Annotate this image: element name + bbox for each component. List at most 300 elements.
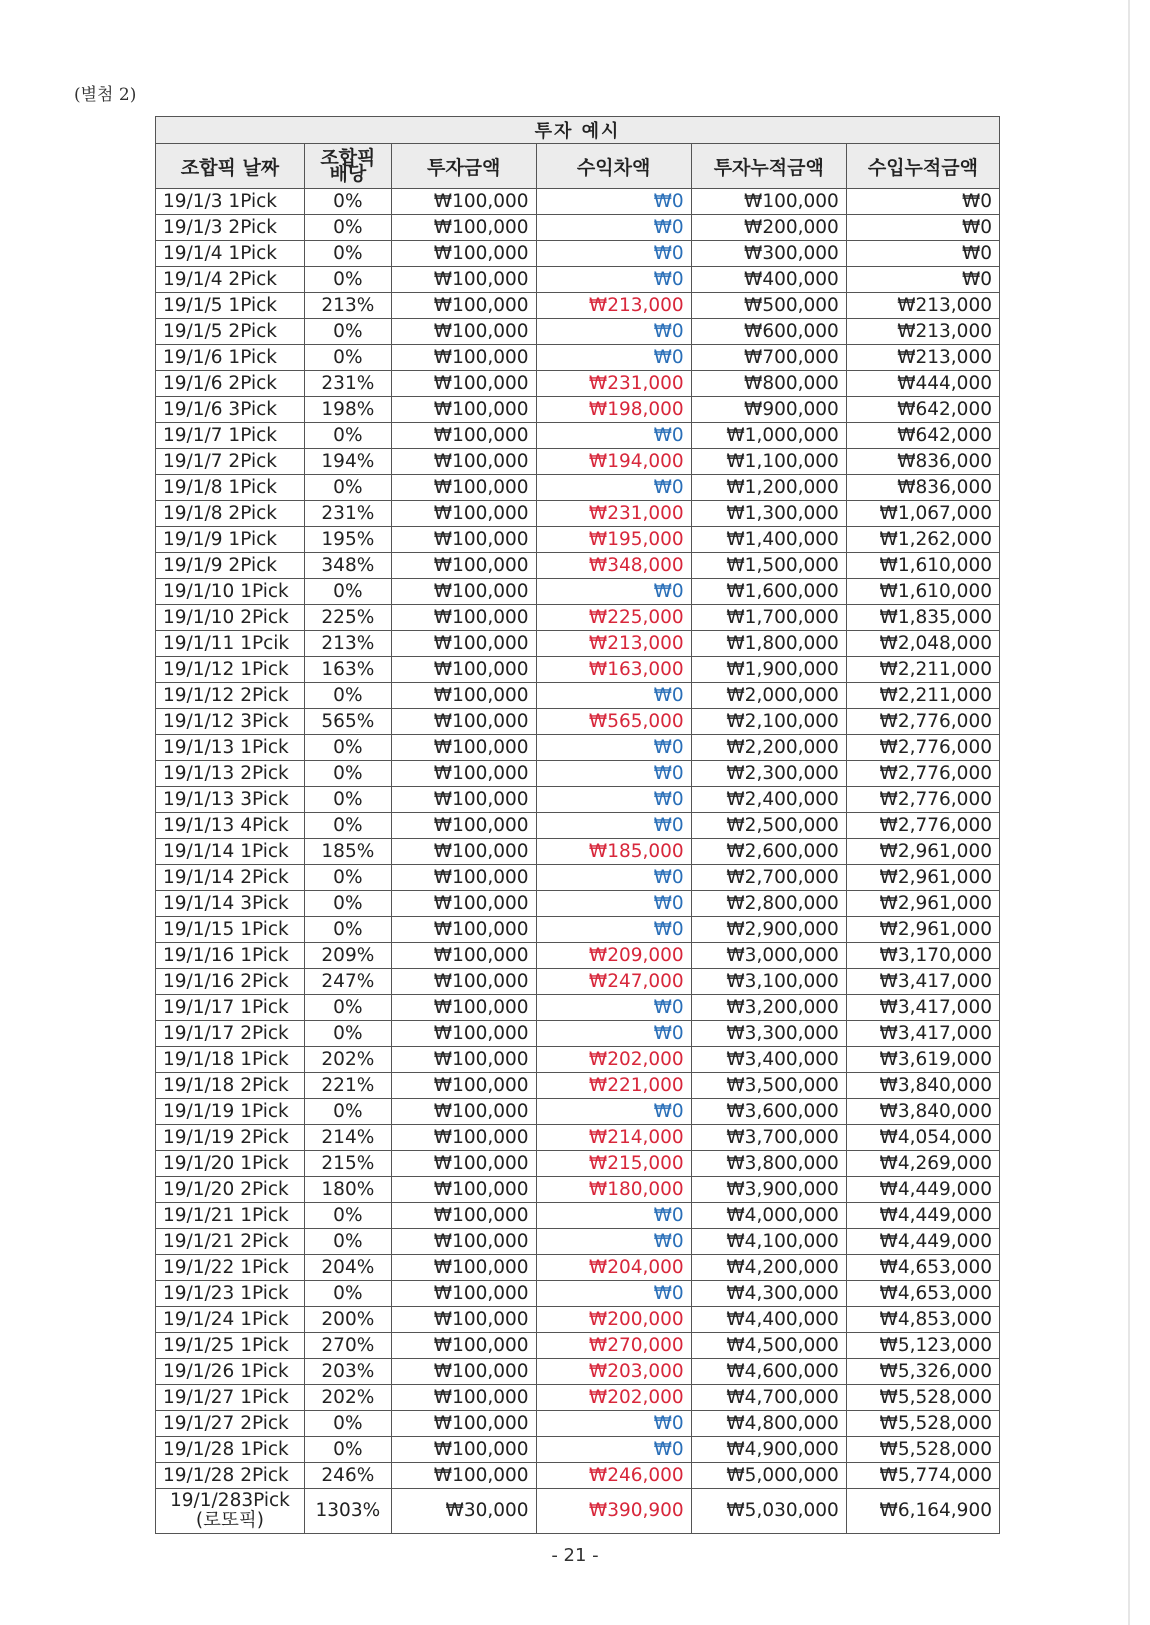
cell-dividend: 0% <box>304 423 391 449</box>
cell-investment: ₩100,000 <box>391 969 536 995</box>
table-row <box>156 1021 1000 1047</box>
cell-profit-diff: ₩202,000 <box>536 1047 691 1073</box>
cell-cumulative-income: ₩0 <box>846 267 999 293</box>
cell-profit-diff: ₩0 <box>536 813 691 839</box>
cell-cumulative-income: ₩5,528,000 <box>846 1437 999 1463</box>
cell-profit-diff: ₩390,900 <box>536 1489 691 1534</box>
cell-cumulative-investment: ₩4,000,000 <box>691 1203 846 1229</box>
cell-cumulative-investment: ₩4,600,000 <box>691 1359 846 1385</box>
cell-cumulative-income: ₩1,610,000 <box>846 553 999 579</box>
table-header-row <box>156 144 1000 189</box>
cell-cumulative-investment: ₩400,000 <box>691 267 846 293</box>
cell-cumulative-investment: ₩100,000 <box>691 189 846 215</box>
cell-cumulative-income: ₩3,619,000 <box>846 1047 999 1073</box>
cell-dividend: 231% <box>304 371 391 397</box>
cell-date: 19/1/26 1Pick <box>156 1359 305 1385</box>
cell-dividend: 215% <box>304 1151 391 1177</box>
header-dividend <box>304 144 391 189</box>
cell-date: 19/1/27 1Pick <box>156 1385 305 1411</box>
cell-investment: ₩100,000 <box>391 813 536 839</box>
cell-dividend: 213% <box>304 631 391 657</box>
cell-profit-diff: ₩213,000 <box>536 293 691 319</box>
cell-date: 19/1/15 1Pick <box>156 917 305 943</box>
cell-dividend: 198% <box>304 397 391 423</box>
cell-cumulative-investment: ₩2,800,000 <box>691 891 846 917</box>
cell-dividend: 0% <box>304 267 391 293</box>
cell-cumulative-income: ₩444,000 <box>846 371 999 397</box>
cell-dividend: 214% <box>304 1125 391 1151</box>
cell-investment: ₩100,000 <box>391 943 536 969</box>
table-row <box>156 891 1000 917</box>
cell-dividend: 0% <box>304 189 391 215</box>
table-row <box>156 371 1000 397</box>
cell-cumulative-investment: ₩4,200,000 <box>691 1255 846 1281</box>
cell-date: 19/1/28 1Pick <box>156 1437 305 1463</box>
cell-cumulative-investment: ₩2,900,000 <box>691 917 846 943</box>
cell-cumulative-investment: ₩3,000,000 <box>691 943 846 969</box>
table-row <box>156 761 1000 787</box>
cell-profit-diff: ₩198,000 <box>536 397 691 423</box>
cell-cumulative-investment: ₩2,200,000 <box>691 735 846 761</box>
table-row-lotto <box>156 1489 1000 1534</box>
cell-investment: ₩100,000 <box>391 475 536 501</box>
cell-date: 19/1/19 2Pick <box>156 1125 305 1151</box>
table-row <box>156 1073 1000 1099</box>
cell-date: 19/1/18 1Pick <box>156 1047 305 1073</box>
cell-investment: ₩100,000 <box>391 787 536 813</box>
table-row <box>156 293 1000 319</box>
cell-cumulative-investment: ₩3,900,000 <box>691 1177 846 1203</box>
table-row <box>156 1437 1000 1463</box>
cell-date: 19/1/21 1Pick <box>156 1203 305 1229</box>
cell-investment: ₩100,000 <box>391 1021 536 1047</box>
cell-cumulative-investment: ₩4,500,000 <box>691 1333 846 1359</box>
table-row <box>156 1359 1000 1385</box>
cell-profit-diff: ₩204,000 <box>536 1255 691 1281</box>
page-edge-line <box>1128 0 1130 1625</box>
cell-cumulative-income: ₩3,840,000 <box>846 1073 999 1099</box>
cell-dividend: 213% <box>304 293 391 319</box>
header-cumulative-income: 수입누적금액 <box>846 144 999 189</box>
cell-cumulative-income: ₩1,835,000 <box>846 605 999 631</box>
cell-date: 19/1/7 2Pick <box>156 449 305 475</box>
table-row <box>156 267 1000 293</box>
table-row <box>156 1307 1000 1333</box>
cell-date: 19/1/14 3Pick <box>156 891 305 917</box>
cell-date-line2: (로또픽) <box>195 1510 264 1531</box>
cell-date: 19/1/12 2Pick <box>156 683 305 709</box>
cell-cumulative-income: ₩5,528,000 <box>846 1385 999 1411</box>
table-row <box>156 1281 1000 1307</box>
cell-investment: ₩30,000 <box>391 1489 536 1534</box>
cell-cumulative-income: ₩4,853,000 <box>846 1307 999 1333</box>
cell-dividend: 203% <box>304 1359 391 1385</box>
cell-date: 19/1/9 2Pick <box>156 553 305 579</box>
table-row <box>156 1229 1000 1255</box>
table-row <box>156 813 1000 839</box>
cell-profit-diff: ₩209,000 <box>536 943 691 969</box>
table-row <box>156 501 1000 527</box>
cell-profit-diff: ₩0 <box>536 319 691 345</box>
cell-investment: ₩100,000 <box>391 553 536 579</box>
cell-cumulative-investment: ₩600,000 <box>691 319 846 345</box>
cell-dividend: 0% <box>304 1099 391 1125</box>
cell-investment: ₩100,000 <box>391 917 536 943</box>
cell-investment: ₩100,000 <box>391 1307 536 1333</box>
table-row <box>156 319 1000 345</box>
cell-cumulative-income: ₩213,000 <box>846 293 999 319</box>
table-row <box>156 657 1000 683</box>
table-row <box>156 241 1000 267</box>
cell-profit-diff: ₩225,000 <box>536 605 691 631</box>
cell-cumulative-income: ₩5,774,000 <box>846 1463 999 1489</box>
table-row <box>156 345 1000 371</box>
cell-date: 19/1/4 1Pick <box>156 241 305 267</box>
cell-profit-diff: ₩0 <box>536 761 691 787</box>
cell-investment: ₩100,000 <box>391 241 536 267</box>
cell-date: 19/1/10 2Pick <box>156 605 305 631</box>
cell-date: 19/1/13 2Pick <box>156 761 305 787</box>
cell-dividend: 246% <box>304 1463 391 1489</box>
cell-investment: ₩100,000 <box>391 995 536 1021</box>
cell-date: 19/1/19 1Pick <box>156 1099 305 1125</box>
cell-date: 19/1/23 1Pick <box>156 1281 305 1307</box>
cell-cumulative-income: ₩5,326,000 <box>846 1359 999 1385</box>
cell-profit-diff: ₩180,000 <box>536 1177 691 1203</box>
cell-dividend: 185% <box>304 839 391 865</box>
cell-cumulative-investment: ₩2,000,000 <box>691 683 846 709</box>
cell-cumulative-investment: ₩3,200,000 <box>691 995 846 1021</box>
cell-date: 19/1/21 2Pick <box>156 1229 305 1255</box>
cell-dividend: 0% <box>304 891 391 917</box>
cell-cumulative-income: ₩6,164,900 <box>846 1489 999 1534</box>
cell-dividend: 202% <box>304 1047 391 1073</box>
cell-profit-diff: ₩348,000 <box>536 553 691 579</box>
page-number: - 21 - <box>551 1545 599 1566</box>
cell-date: 19/1/24 1Pick <box>156 1307 305 1333</box>
cell-profit-diff: ₩200,000 <box>536 1307 691 1333</box>
table-row <box>156 189 1000 215</box>
cell-profit-diff: ₩0 <box>536 345 691 371</box>
cell-cumulative-income: ₩2,211,000 <box>846 683 999 709</box>
cell-profit-diff: ₩195,000 <box>536 527 691 553</box>
table-row <box>156 917 1000 943</box>
cell-dividend: 0% <box>304 1281 391 1307</box>
cell-cumulative-income: ₩4,653,000 <box>846 1255 999 1281</box>
cell-cumulative-income: ₩642,000 <box>846 423 999 449</box>
cell-investment: ₩100,000 <box>391 1333 536 1359</box>
cell-dividend: 200% <box>304 1307 391 1333</box>
cell-cumulative-investment: ₩1,800,000 <box>691 631 846 657</box>
cell-cumulative-income: ₩2,961,000 <box>846 891 999 917</box>
cell-cumulative-investment: ₩4,400,000 <box>691 1307 846 1333</box>
cell-investment: ₩100,000 <box>391 1203 536 1229</box>
cell-profit-diff: ₩0 <box>536 475 691 501</box>
cell-investment: ₩100,000 <box>391 345 536 371</box>
cell-cumulative-investment: ₩3,500,000 <box>691 1073 846 1099</box>
cell-dividend: 0% <box>304 345 391 371</box>
table-row <box>156 397 1000 423</box>
cell-date <box>156 1489 305 1534</box>
cell-investment: ₩100,000 <box>391 605 536 631</box>
cell-cumulative-investment: ₩500,000 <box>691 293 846 319</box>
cell-dividend: 0% <box>304 761 391 787</box>
table-row <box>156 449 1000 475</box>
cell-profit-diff: ₩185,000 <box>536 839 691 865</box>
cell-cumulative-investment: ₩1,700,000 <box>691 605 846 631</box>
cell-dividend: 565% <box>304 709 391 735</box>
cell-profit-diff: ₩215,000 <box>536 1151 691 1177</box>
cell-dividend: 180% <box>304 1177 391 1203</box>
cell-dividend: 0% <box>304 1203 391 1229</box>
cell-cumulative-income: ₩2,776,000 <box>846 813 999 839</box>
cell-cumulative-investment: ₩2,700,000 <box>691 865 846 891</box>
cell-dividend: 225% <box>304 605 391 631</box>
cell-cumulative-investment: ₩1,500,000 <box>691 553 846 579</box>
cell-cumulative-income: ₩3,417,000 <box>846 1021 999 1047</box>
cell-investment: ₩100,000 <box>391 1385 536 1411</box>
cell-date: 19/1/13 4Pick <box>156 813 305 839</box>
cell-dividend: 0% <box>304 579 391 605</box>
cell-date: 19/1/17 2Pick <box>156 1021 305 1047</box>
cell-profit-diff: ₩221,000 <box>536 1073 691 1099</box>
cell-profit-diff: ₩0 <box>536 683 691 709</box>
cell-profit-diff: ₩0 <box>536 1411 691 1437</box>
cell-cumulative-income: ₩0 <box>846 189 999 215</box>
cell-investment: ₩100,000 <box>391 1151 536 1177</box>
cell-dividend: 221% <box>304 1073 391 1099</box>
cell-date: 19/1/6 2Pick <box>156 371 305 397</box>
table-row <box>156 475 1000 501</box>
cell-date: 19/1/14 2Pick <box>156 865 305 891</box>
header-dividend-line1: 조합픽 <box>320 147 376 169</box>
cell-cumulative-income: ₩4,449,000 <box>846 1229 999 1255</box>
cell-cumulative-investment: ₩3,800,000 <box>691 1151 846 1177</box>
cell-profit-diff: ₩163,000 <box>536 657 691 683</box>
investment-example-table <box>155 116 1000 1534</box>
cell-investment: ₩100,000 <box>391 579 536 605</box>
cell-dividend: 194% <box>304 449 391 475</box>
header-cumulative-investment: 투자누적금액 <box>691 144 846 189</box>
cell-investment: ₩100,000 <box>391 449 536 475</box>
cell-date: 19/1/11 1Pcik <box>156 631 305 657</box>
cell-cumulative-income: ₩2,776,000 <box>846 787 999 813</box>
cell-date: 19/1/13 1Pick <box>156 735 305 761</box>
cell-date: 19/1/12 3Pick <box>156 709 305 735</box>
table-row <box>156 995 1000 1021</box>
table-title: 투자 예시 <box>156 117 1000 144</box>
cell-dividend: 209% <box>304 943 391 969</box>
cell-cumulative-investment: ₩1,200,000 <box>691 475 846 501</box>
header-dividend-line2: 배당 <box>329 163 367 185</box>
cell-dividend: 0% <box>304 1021 391 1047</box>
cell-investment: ₩100,000 <box>391 631 536 657</box>
cell-cumulative-investment: ₩800,000 <box>691 371 846 397</box>
cell-profit-diff: ₩0 <box>536 579 691 605</box>
cell-cumulative-investment: ₩1,600,000 <box>691 579 846 605</box>
table-row <box>156 1385 1000 1411</box>
cell-investment: ₩100,000 <box>391 1411 536 1437</box>
cell-investment: ₩100,000 <box>391 1437 536 1463</box>
cell-date: 19/1/6 1Pick <box>156 345 305 371</box>
cell-dividend: 1303% <box>304 1489 391 1534</box>
cell-cumulative-investment: ₩4,700,000 <box>691 1385 846 1411</box>
cell-date: 19/1/4 2Pick <box>156 267 305 293</box>
cell-investment: ₩100,000 <box>391 293 536 319</box>
cell-cumulative-income: ₩2,961,000 <box>846 917 999 943</box>
cell-cumulative-investment: ₩2,500,000 <box>691 813 846 839</box>
cell-cumulative-investment: ₩3,600,000 <box>691 1099 846 1125</box>
cell-cumulative-investment: ₩5,000,000 <box>691 1463 846 1489</box>
table-row <box>156 423 1000 449</box>
cell-investment: ₩100,000 <box>391 397 536 423</box>
cell-profit-diff: ₩231,000 <box>536 371 691 397</box>
cell-date: 19/1/16 2Pick <box>156 969 305 995</box>
cell-date: 19/1/9 1Pick <box>156 527 305 553</box>
cell-dividend: 348% <box>304 553 391 579</box>
cell-dividend: 270% <box>304 1333 391 1359</box>
cell-investment: ₩100,000 <box>391 1463 536 1489</box>
cell-investment: ₩100,000 <box>391 839 536 865</box>
table-row <box>156 1255 1000 1281</box>
cell-investment: ₩100,000 <box>391 1047 536 1073</box>
cell-dividend: 0% <box>304 683 391 709</box>
cell-date: 19/1/16 1Pick <box>156 943 305 969</box>
cell-date: 19/1/12 1Pick <box>156 657 305 683</box>
cell-dividend: 0% <box>304 735 391 761</box>
table-row <box>156 1099 1000 1125</box>
cell-cumulative-investment: ₩4,800,000 <box>691 1411 846 1437</box>
cell-investment: ₩100,000 <box>391 1125 536 1151</box>
cell-investment: ₩100,000 <box>391 735 536 761</box>
cell-cumulative-income: ₩0 <box>846 241 999 267</box>
table-row <box>156 969 1000 995</box>
cell-cumulative-investment: ₩1,900,000 <box>691 657 846 683</box>
table-row <box>156 1333 1000 1359</box>
cell-cumulative-investment: ₩3,400,000 <box>691 1047 846 1073</box>
cell-investment: ₩100,000 <box>391 1177 536 1203</box>
cell-investment: ₩100,000 <box>391 1281 536 1307</box>
cell-date: 19/1/18 2Pick <box>156 1073 305 1099</box>
cell-profit-diff: ₩231,000 <box>536 501 691 527</box>
cell-cumulative-income: ₩3,417,000 <box>846 969 999 995</box>
cell-cumulative-investment: ₩3,700,000 <box>691 1125 846 1151</box>
cell-cumulative-investment: ₩2,300,000 <box>691 761 846 787</box>
cell-investment: ₩100,000 <box>391 371 536 397</box>
cell-cumulative-income: ₩1,262,000 <box>846 527 999 553</box>
cell-cumulative-investment: ₩700,000 <box>691 345 846 371</box>
cell-date: 19/1/20 2Pick <box>156 1177 305 1203</box>
cell-date: 19/1/14 1Pick <box>156 839 305 865</box>
cell-cumulative-investment: ₩3,300,000 <box>691 1021 846 1047</box>
table-row <box>156 1125 1000 1151</box>
table-row <box>156 787 1000 813</box>
cell-date: 19/1/8 1Pick <box>156 475 305 501</box>
cell-investment: ₩100,000 <box>391 683 536 709</box>
cell-profit-diff: ₩213,000 <box>536 631 691 657</box>
cell-cumulative-income: ₩5,528,000 <box>846 1411 999 1437</box>
cell-dividend: 247% <box>304 969 391 995</box>
table-row <box>156 1177 1000 1203</box>
cell-investment: ₩100,000 <box>391 1359 536 1385</box>
cell-cumulative-income: ₩2,048,000 <box>846 631 999 657</box>
cell-cumulative-income: ₩1,067,000 <box>846 501 999 527</box>
cell-dividend: 163% <box>304 657 391 683</box>
cell-profit-diff: ₩0 <box>536 423 691 449</box>
cell-cumulative-income: ₩2,961,000 <box>846 839 999 865</box>
cell-cumulative-income: ₩4,449,000 <box>846 1177 999 1203</box>
attachment-label: (별첨 2) <box>74 85 137 105</box>
cell-investment: ₩100,000 <box>391 267 536 293</box>
cell-cumulative-income: ₩1,610,000 <box>846 579 999 605</box>
cell-profit-diff: ₩0 <box>536 735 691 761</box>
cell-cumulative-income: ₩213,000 <box>846 345 999 371</box>
cell-cumulative-income: ₩2,776,000 <box>846 761 999 787</box>
table-row <box>156 1203 1000 1229</box>
cell-cumulative-investment: ₩1,300,000 <box>691 501 846 527</box>
cell-date: 19/1/3 1Pick <box>156 189 305 215</box>
table-row <box>156 605 1000 631</box>
cell-cumulative-income: ₩3,840,000 <box>846 1099 999 1125</box>
cell-dividend: 0% <box>304 1437 391 1463</box>
cell-cumulative-investment: ₩200,000 <box>691 215 846 241</box>
cell-investment: ₩100,000 <box>391 1099 536 1125</box>
table-row <box>156 839 1000 865</box>
cell-investment: ₩100,000 <box>391 709 536 735</box>
cell-profit-diff: ₩0 <box>536 917 691 943</box>
table-row <box>156 865 1000 891</box>
cell-profit-diff: ₩0 <box>536 865 691 891</box>
cell-profit-diff: ₩194,000 <box>536 449 691 475</box>
cell-cumulative-investment: ₩3,100,000 <box>691 969 846 995</box>
cell-dividend: 231% <box>304 501 391 527</box>
table-row <box>156 553 1000 579</box>
cell-cumulative-income: ₩2,776,000 <box>846 735 999 761</box>
cell-date: 19/1/8 2Pick <box>156 501 305 527</box>
table-row <box>156 683 1000 709</box>
cell-investment: ₩100,000 <box>391 1073 536 1099</box>
cell-profit-diff: ₩0 <box>536 215 691 241</box>
cell-cumulative-investment: ₩4,100,000 <box>691 1229 846 1255</box>
table-row <box>156 735 1000 761</box>
cell-cumulative-investment: ₩4,300,000 <box>691 1281 846 1307</box>
cell-cumulative-income: ₩4,449,000 <box>846 1203 999 1229</box>
cell-profit-diff: ₩0 <box>536 995 691 1021</box>
cell-dividend: 0% <box>304 917 391 943</box>
cell-date: 19/1/13 3Pick <box>156 787 305 813</box>
cell-date: 19/1/25 1Pick <box>156 1333 305 1359</box>
cell-date: 19/1/5 1Pick <box>156 293 305 319</box>
cell-cumulative-income: ₩213,000 <box>846 319 999 345</box>
cell-cumulative-income: ₩642,000 <box>846 397 999 423</box>
cell-investment: ₩100,000 <box>391 891 536 917</box>
cell-investment: ₩100,000 <box>391 1229 536 1255</box>
cell-profit-diff: ₩247,000 <box>536 969 691 995</box>
cell-cumulative-income: ₩836,000 <box>846 449 999 475</box>
cell-cumulative-income: ₩0 <box>846 215 999 241</box>
cell-profit-diff: ₩203,000 <box>536 1359 691 1385</box>
cell-profit-diff: ₩0 <box>536 189 691 215</box>
cell-cumulative-income: ₩3,417,000 <box>846 995 999 1021</box>
table-row <box>156 1047 1000 1073</box>
cell-dividend: 0% <box>304 475 391 501</box>
cell-investment: ₩100,000 <box>391 657 536 683</box>
table-row <box>156 579 1000 605</box>
cell-investment: ₩100,000 <box>391 527 536 553</box>
table-row <box>156 631 1000 657</box>
table-row <box>156 1411 1000 1437</box>
cell-profit-diff: ₩0 <box>536 1437 691 1463</box>
